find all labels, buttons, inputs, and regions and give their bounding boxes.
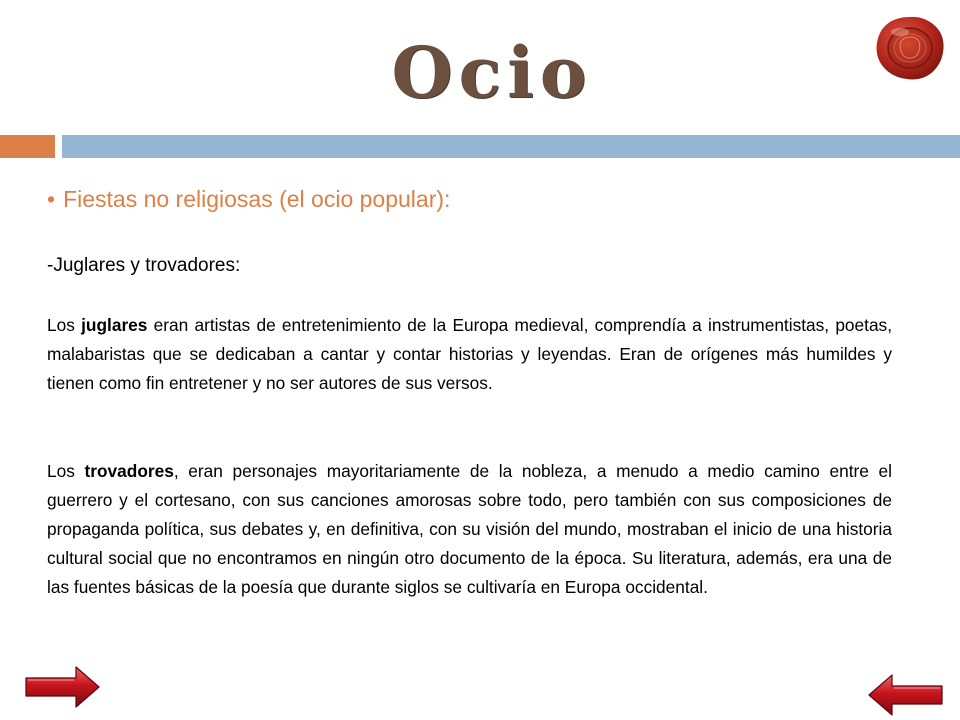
previous-slide-button[interactable] bbox=[866, 672, 946, 718]
next-slide-button[interactable] bbox=[22, 664, 102, 710]
paragraph-lead: Los bbox=[47, 461, 85, 481]
accent-bar-orange bbox=[0, 135, 55, 158]
accent-bar-blue bbox=[62, 135, 960, 158]
section-heading bbox=[47, 186, 450, 213]
paragraph-juglares bbox=[47, 311, 892, 398]
wax-seal-icon bbox=[874, 14, 946, 82]
heading-text: Fiestas no religiosas (el ocio popular): bbox=[63, 186, 451, 212]
paragraph-body: eran artistas de entretenimiento de la Europa medieval, comprendía a instrumentistas, poetas, malabaristas que se dedicaban a cantar y contar historias y leyendas. Eran de orígenes más humildes y tienen como fin entretener y no ser autores de sus versos. bbox=[47, 315, 893, 393]
paragraph-trovadores bbox=[47, 457, 892, 602]
term-juglares: juglares bbox=[81, 315, 148, 335]
paragraph-body: , eran personajes mayoritariamente de la nobleza, a menudo a medio camino entre el guerrero y el cortesano, con sus canciones amorosas sobre todo, pero también con sus composiciones de propaganda política, sus debates y, en definitiva, con su visión del mundo, mostraban el inicio de una historia cultural social que no encontramos en ningún otro documento de la época. Su literatura, además, era una de las fuentes básicas de la poesía que durante siglos se cultivaría en Europa occidental. bbox=[47, 461, 892, 597]
heading-bullet: • bbox=[47, 186, 56, 212]
paragraph-lead: Los bbox=[47, 315, 82, 335]
term-trovadores: trovadores bbox=[84, 461, 174, 481]
arrow-right-icon bbox=[26, 667, 99, 707]
subheading: -Juglares y trovadores: bbox=[47, 255, 241, 276]
slide-title: Ocio bbox=[391, 31, 593, 114]
arrow-left-icon bbox=[869, 675, 942, 715]
